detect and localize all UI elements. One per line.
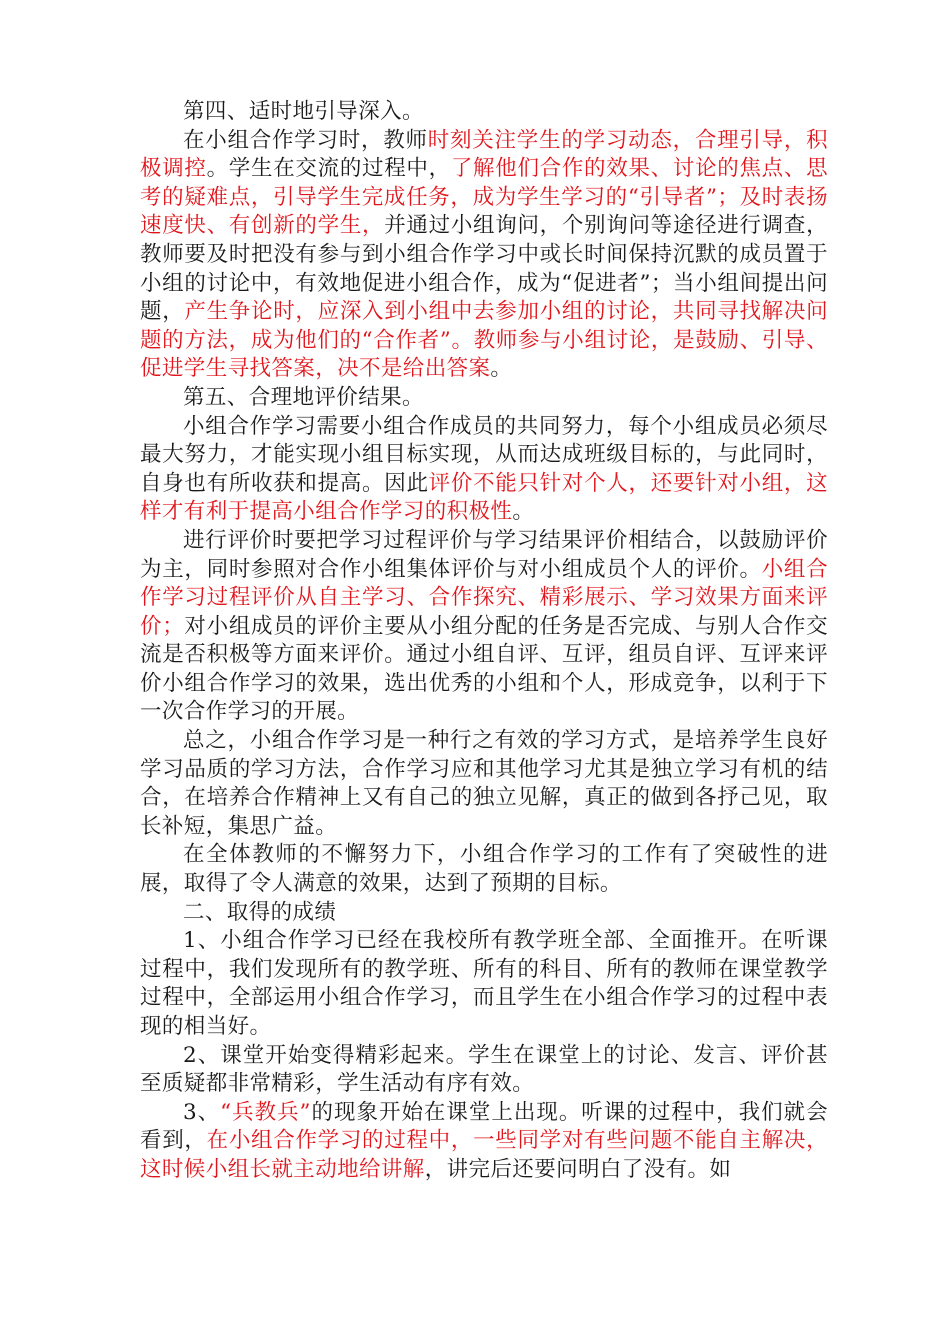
paragraph bbox=[140, 927, 828, 1041]
highlighted-text: “兵教兵” bbox=[220, 1099, 311, 1125]
paragraph bbox=[140, 899, 828, 928]
paragraph bbox=[140, 1099, 828, 1185]
body-text: 在小组合作学习时，教师 bbox=[183, 127, 428, 153]
paragraph bbox=[140, 527, 828, 727]
body-text: 并通过小组询问，个别询问等途径进行调查，教师要及时把没有参与到小组合作学习中或长时间保持沉默的成员置于小组的讨论中，有效地促进小组合作，成为“促进者”；当小组间提出问题， bbox=[140, 213, 828, 325]
body-text: 。 bbox=[512, 499, 535, 525]
paragraph bbox=[140, 384, 828, 413]
paragraph bbox=[140, 98, 828, 127]
paragraph bbox=[140, 841, 828, 898]
body-text: 2、课堂开始变得精彩起来。学生在课堂上的讨论、发言、评价甚至质疑都非常精彩，学生活动有序有效。 bbox=[140, 1042, 828, 1097]
body-text: 第五、合理地评价结果。 bbox=[183, 384, 424, 410]
paragraph bbox=[140, 413, 828, 527]
paragraph bbox=[140, 1042, 828, 1099]
highlighted-text: 小组合作学习过程评价从自主学习、合作探究、精彩展示、学习效果方面来评价； bbox=[140, 556, 829, 639]
highlighted-text: 了解他们合作的效果、讨论的焦点、思考的疑难点，引导学生完成任务，成为学生学习的“引导者”；及时表扬速度快、有创新的学生， bbox=[140, 156, 828, 239]
body-text: 1、小组合作学习已经在我校所有教学班全部、全面推开。在听课过程中，我们发现所有的教学班、所有的科目、所有的教师在课堂教学过程中，全部运用小组合作学习，而且学生在小组合作学习的过程中表现的相当好。 bbox=[140, 928, 828, 1039]
body-text: 进行评价时要把学习过程评价与学习结果评价相结合，以鼓励评价为主，同时参照对合作小组集体评价与对小组成员个人的评价。 bbox=[140, 527, 828, 582]
body-text: 二、取得的成绩 bbox=[183, 899, 337, 925]
paragraph bbox=[140, 727, 828, 841]
body-text: ，讲完后还要问明白了没有。如 bbox=[424, 1156, 732, 1182]
body-text: 小组合作学习需要小组合作成员的共同努力，每个小组成员必须尽最大努力，才能实现小组目标实现，从而达成班级目标的，与此同时，自身也有所收获和提高。因此 bbox=[140, 413, 828, 496]
document-body bbox=[140, 98, 828, 1185]
paragraph bbox=[140, 127, 828, 384]
body-text: 。 bbox=[490, 356, 513, 382]
body-text: 3、 bbox=[183, 1099, 221, 1125]
highlighted-text: 时刻关注学生的学习动态，合理引导，积极调控 bbox=[140, 127, 829, 182]
highlighted-text: 评价不能只针对个人，还要针对小组，这样才有利于提高小组合作学习的积极性 bbox=[140, 470, 829, 525]
body-text: 。学生在交流的过程中， bbox=[206, 156, 451, 182]
body-text: 在全体教师的不懈努力下，小组合作学习的工作有了突破性的进展，取得了令人满意的效果，达到了预期的目标。 bbox=[140, 842, 828, 897]
body-text: 第四、适时地引导深入。 bbox=[183, 99, 424, 124]
body-text: 对小组成员的评价主要从小组分配的任务是否完成、与别人合作交流是否积极等方面来评价。通过小组自评、互评，组员自评、互评来评价小组合作学习的效果，选出优秀的小组和个人，形成竞争，以利于下一次合作学习的开展。 bbox=[140, 613, 828, 725]
highlighted-text: 产生争论时，应深入到小组中去参加小组的讨论，共同寻找解决问题的方法，成为他们的“合作者”。教师参与小组讨论，是鼓励、引导、促进学生寻找答案，决不是给出答案 bbox=[140, 299, 828, 382]
body-text: 总之，小组合作学习是一种行之有效的学习方式，是培养学生良好学习品质的学习方法，合作学习应和其他学习尤其是独立学习有机的结合，在培养合作精神上又有自己的独立见解，真正的做到各抒己见，取长补短，集思广益。 bbox=[140, 728, 828, 839]
highlighted-text: 在小组合作学习的过程中，一些同学对有些问题不能自主解决，这时候小组长就主动地给讲解 bbox=[140, 1128, 829, 1182]
body-text: 的现象开始在课堂上出现。听课的过程中，我们就会看到， bbox=[140, 1099, 829, 1154]
